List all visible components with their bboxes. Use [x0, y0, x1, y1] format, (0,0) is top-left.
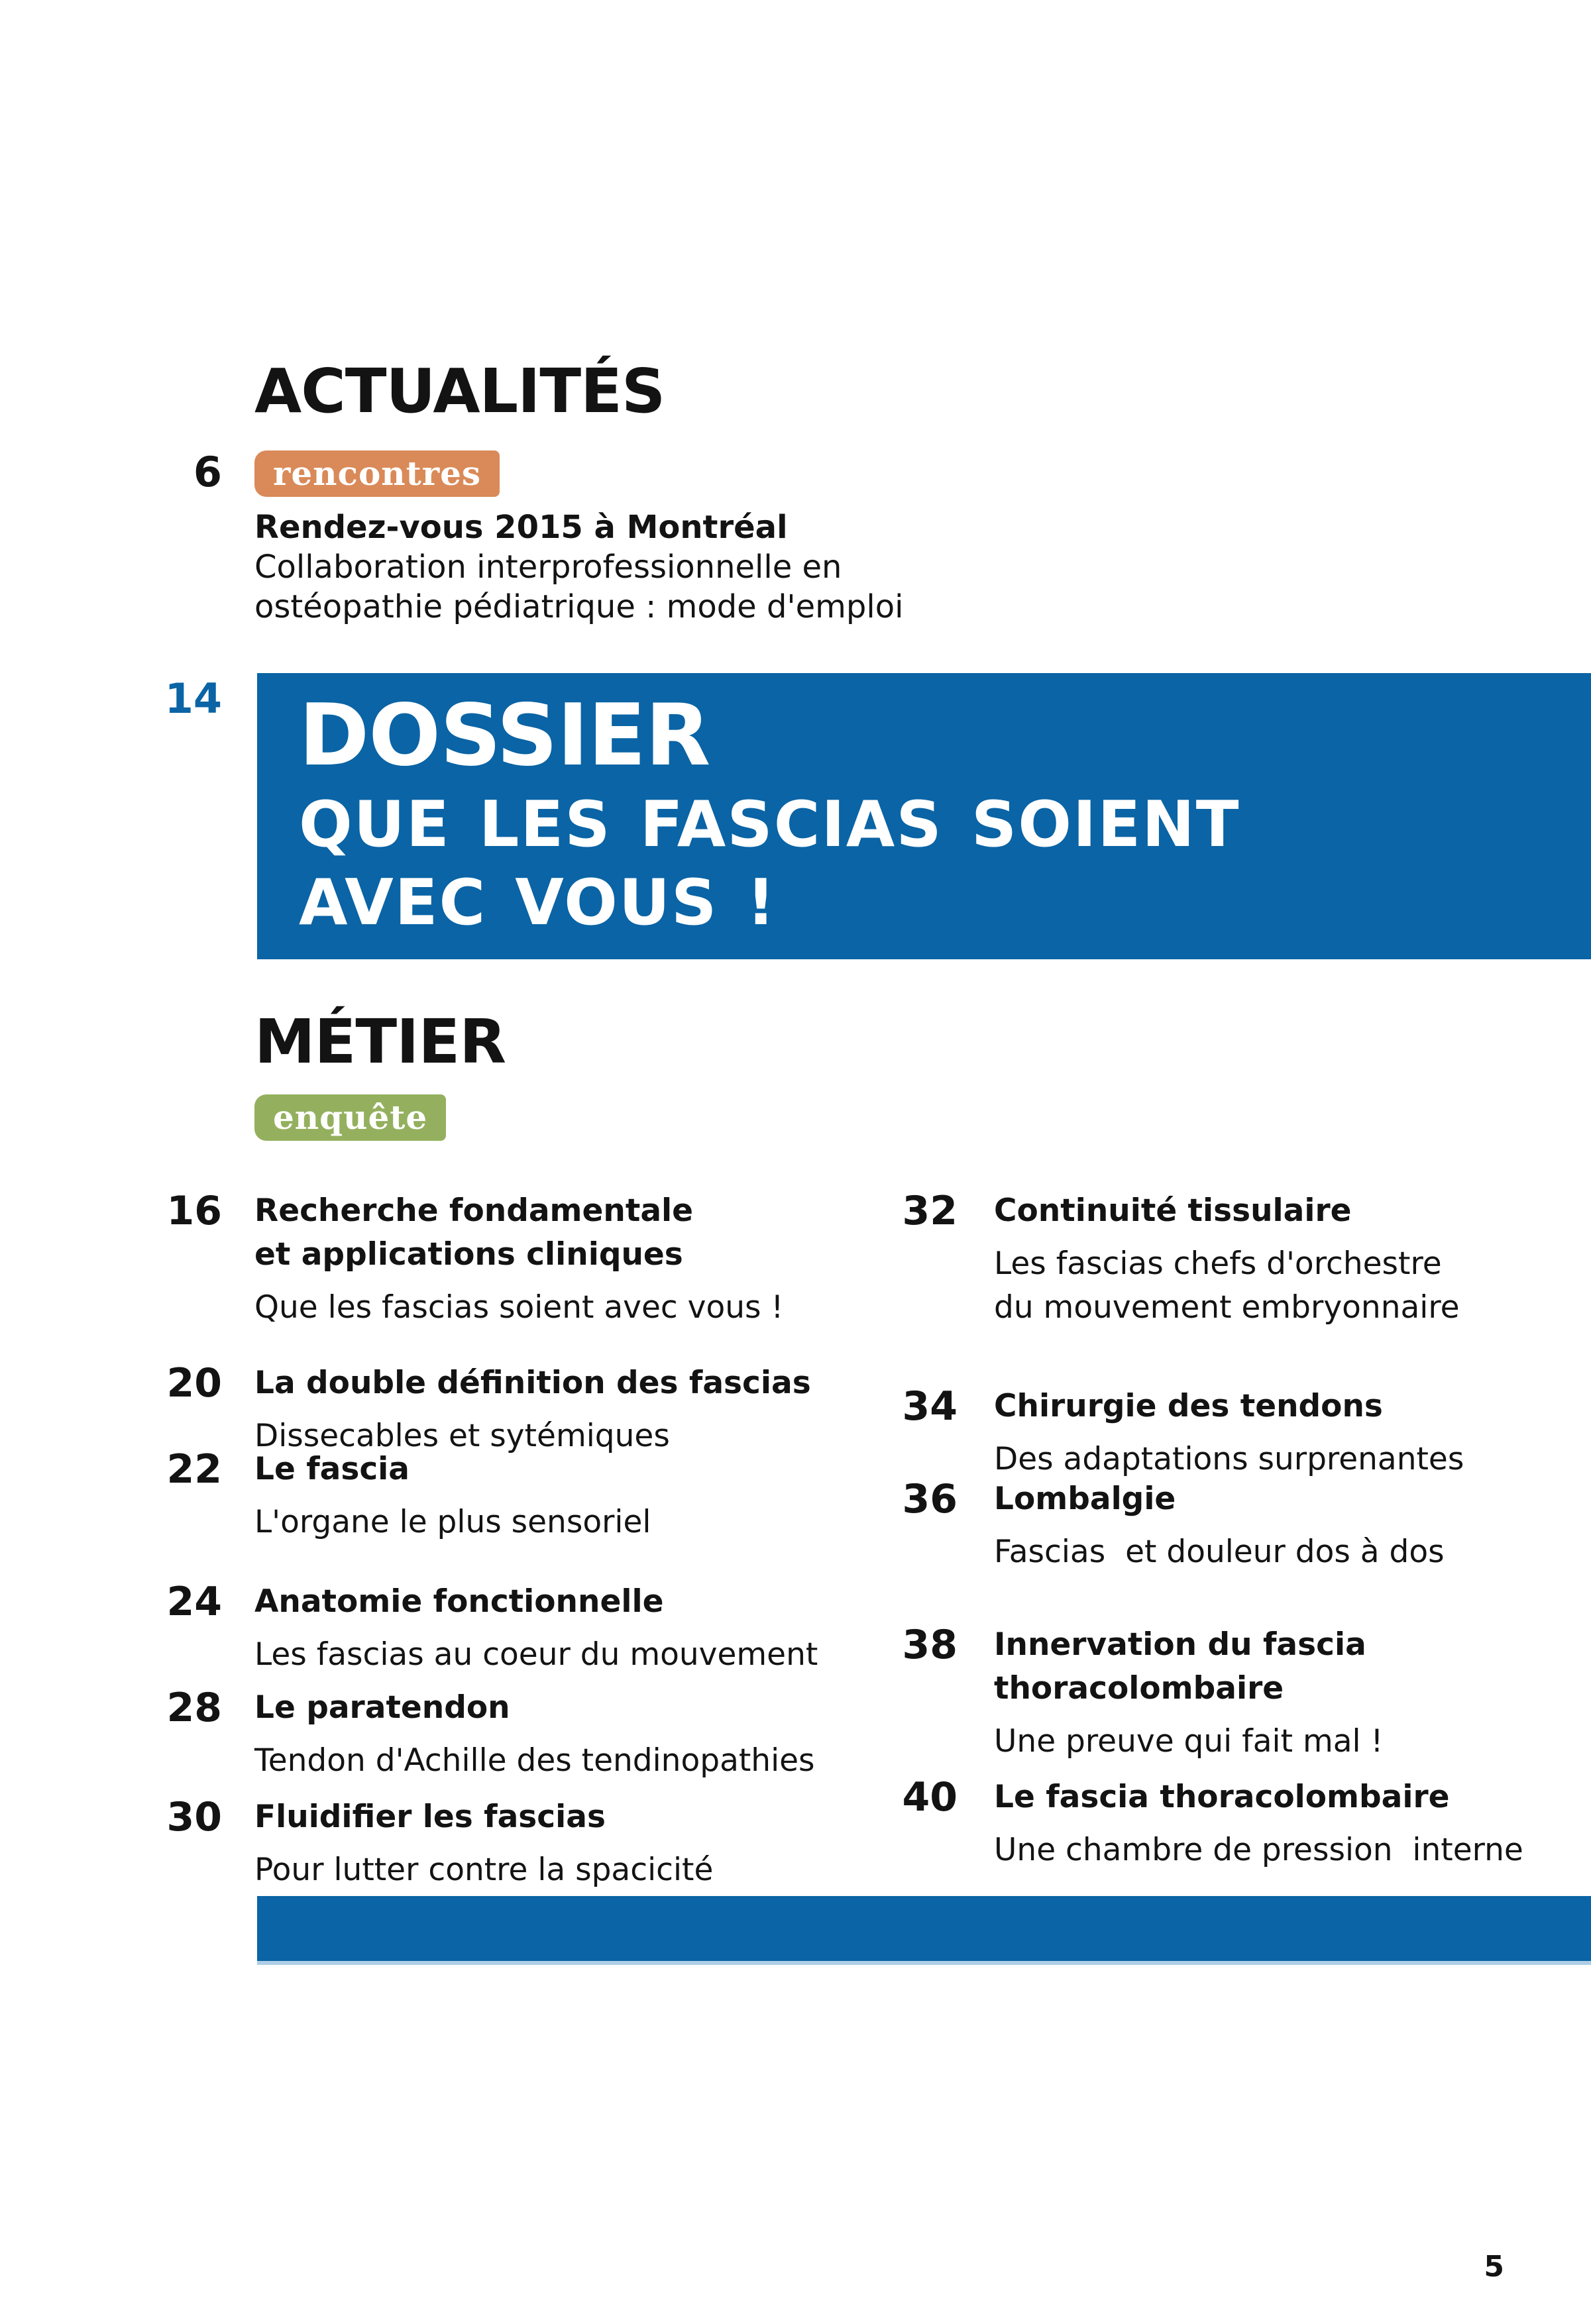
toc-entry-text [254, 1448, 651, 1544]
toc-entry-page-number: 32 [902, 1188, 958, 1234]
toc-entry-title-line: Le fascia [254, 1451, 410, 1487]
toc-entry-subtitle-line: du mouvement embryonnaire [994, 1289, 1460, 1326]
toc-entry-title-line: Recherche fondamentale [254, 1192, 694, 1229]
toc-entry-subtitle-line: Les fascias chefs d'orchestre [994, 1245, 1442, 1282]
dossier-page-number: 14 [164, 674, 222, 723]
toc-entry-text [994, 1477, 1445, 1574]
toc-entry-page-number: 22 [166, 1446, 222, 1493]
toc-entry [159, 1795, 713, 1892]
section-heading-metier: MÉTIER [254, 1006, 506, 1077]
toc-entry-subtitle-line: Fascias et douleur dos à dos [994, 1534, 1445, 1570]
toc-entry-title-line: Chirurgie des tendons [994, 1388, 1383, 1424]
toc-entry-text [994, 1623, 1383, 1764]
toc-entry-text [254, 1189, 783, 1330]
toc-entry-subtitle-line: Les fascias au coeur du mouvement [254, 1636, 818, 1673]
folio-page-number: 5 [1484, 2250, 1504, 2284]
toc-entry-title-line: Fluidifier les fascias [254, 1799, 606, 1835]
toc-entry-title-line: et applications cliniques [254, 1236, 683, 1273]
dossier-subtitle-line: AVEC VOUS ! [299, 867, 777, 939]
entry-page-number: 6 [193, 448, 222, 496]
dossier-subtitle-line: QUE LES FASCIAS SOIENT [299, 788, 1240, 861]
toc-entry-text [254, 1361, 811, 1458]
dossier-title: DOSSIER [299, 686, 710, 785]
section-heading-actualites: ACTUALITÉS [254, 356, 665, 427]
toc-entry [868, 1189, 1460, 1330]
actualites-entry [254, 507, 903, 627]
toc-entry-title-line: Innervation du fascia [994, 1626, 1366, 1663]
rubric-badge-enquete: enquête [254, 1094, 446, 1141]
toc-entry-title-line: Anatomie fonctionnelle [254, 1583, 664, 1620]
toc-entry [868, 1775, 1523, 1872]
toc-entry-subtitle-line: Tendon d'Achille des tendinopathies [254, 1742, 815, 1779]
entry-title: Rendez-vous 2015 à Montréal [254, 509, 788, 546]
toc-entry-title-line: La double définition des fascias [254, 1365, 811, 1401]
toc-entry-title-line: thoracolombaire [994, 1670, 1284, 1707]
toc-entry-subtitle-line: Une preuve qui fait mal ! [994, 1723, 1384, 1760]
toc-entry-page-number: 30 [166, 1794, 222, 1840]
toc-entry [159, 1580, 818, 1677]
toc-entry [868, 1623, 1383, 1764]
toc-entry-text [254, 1686, 815, 1783]
toc-entry-page-number: 36 [902, 1476, 958, 1522]
toc-entry-subtitle-line: Pour lutter contre la spacicité [254, 1852, 714, 1888]
toc-entry [159, 1361, 811, 1458]
toc-entry [868, 1477, 1445, 1574]
toc-entry-title-line: Le fascia thoracolombaire [994, 1779, 1450, 1815]
toc-entry [159, 1448, 651, 1544]
entry-subtitle-line: Collaboration interprofessionnelle en [254, 549, 842, 586]
rubric-badge-rencontres: rencontres [254, 450, 500, 497]
toc-entry-title-line: Le paratendon [254, 1689, 510, 1726]
toc-entry-page-number: 20 [166, 1360, 222, 1406]
toc-entry-subtitle-line: Que les fascias soient avec vous ! [254, 1289, 784, 1326]
entry-subtitle-line: ostéopathie pédiatrique : mode d'emploi [254, 588, 904, 625]
toc-entry-subtitle-line: Une chambre de pression interne [994, 1832, 1523, 1868]
toc-entry-text [994, 1385, 1464, 1481]
toc-entry-page-number: 16 [166, 1188, 222, 1234]
toc-entry-text [254, 1580, 818, 1677]
toc-entry-text [254, 1795, 713, 1892]
toc-entry-page-number: 38 [902, 1622, 958, 1668]
toc-entry-page-number: 34 [902, 1383, 958, 1430]
toc-entry-subtitle-line: Des adaptations surprenantes [994, 1441, 1464, 1477]
toc-entry-text [994, 1775, 1523, 1872]
toc-entry-page-number: 40 [902, 1774, 958, 1821]
toc-entry-page-number: 24 [166, 1579, 222, 1625]
toc-entry [159, 1189, 783, 1330]
dossier-banner [257, 673, 1591, 959]
toc-entry-title-line: Lombalgie [994, 1481, 1176, 1517]
toc-entry-page-number: 28 [166, 1685, 222, 1731]
bottom-accent-bar [257, 1896, 1591, 1965]
toc-entry-title-line: Continuité tissulaire [994, 1192, 1352, 1229]
toc-entry [159, 1686, 815, 1783]
toc-entry-subtitle-line: Dissecables et sytémiques [254, 1418, 670, 1454]
toc-entry-subtitle-line: L'organe le plus sensoriel [254, 1504, 651, 1540]
toc-entry-text [994, 1189, 1460, 1330]
toc-entry [868, 1385, 1464, 1481]
